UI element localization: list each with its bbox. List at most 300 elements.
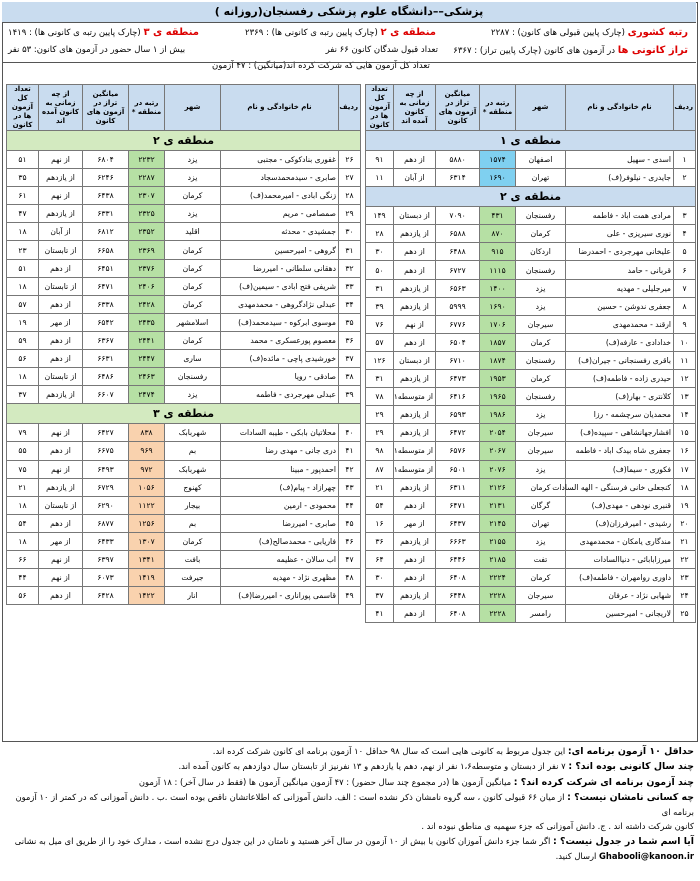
cell-city: بیجار <box>165 496 221 514</box>
cell-count: ۱۸ <box>7 532 39 550</box>
cell-taraz: ۵۹۹۹ <box>436 297 480 315</box>
cell-rank: ۲۲۸۷ <box>129 169 165 187</box>
region3-info: منطقه ی ۳ (چارک پایین رتبه ی کانونی ها) : ۱۴۱۹ <box>8 27 199 38</box>
table-header-row <box>366 85 696 131</box>
cell-city: کهنوج <box>165 478 221 496</box>
email-link[interactable]: Ghabooli@kanoon.ir <box>599 851 694 862</box>
cell-row-number: ۹ <box>674 315 696 333</box>
cell-city: سیرجان <box>516 587 566 605</box>
cell-count: ۳۵ <box>7 169 39 187</box>
table-row <box>366 514 696 532</box>
column-header-rank: رتبه در منطقه * <box>480 85 516 131</box>
cell-since: از یازدهم <box>394 587 436 605</box>
cell-row-number: ۴۱ <box>339 442 361 460</box>
cell-rank: ۲۴۴۷ <box>129 350 165 368</box>
cell-row-number: ۲۳ <box>674 569 696 587</box>
cell-row-number: ۱۳ <box>674 388 696 406</box>
cell-taraz: ۶۴۲۸ <box>83 587 129 605</box>
table-row <box>366 333 696 351</box>
cell-taraz: ۶۷۲۷ <box>436 261 480 279</box>
cell-rank: ۱۶۹۰ <box>480 297 516 315</box>
taraz-info: تراز کانونی ها در آزمون های کانون (چارک پایین تراز) : ۶۳۶۷ <box>453 45 688 56</box>
cell-count: ۱۸ <box>7 496 39 514</box>
cell-since: از یازدهم <box>394 424 436 442</box>
cell-since: از متوسطه۱ <box>394 460 436 478</box>
cell-since: از یازدهم <box>394 532 436 550</box>
cell-row-number: ۳۵ <box>339 313 361 331</box>
cell-rank: ۱۸۵۷ <box>480 333 516 351</box>
table-row <box>7 151 361 169</box>
cell-city: رفسنجان <box>516 351 566 369</box>
cell-taraz: ۶۵۹۳ <box>436 406 480 424</box>
cell-count: ۵۱ <box>7 151 39 169</box>
cell-taraz: ۶۴۵۱ <box>83 259 129 277</box>
cell-count: ۱۴۹ <box>366 207 394 225</box>
cell-since: از دهم <box>394 333 436 351</box>
cell-name: فاریابی - محمدصالح(ف) <box>221 532 339 550</box>
cell-row-number: ۲۲ <box>674 550 696 568</box>
cell-count: ۴۱ <box>366 605 394 623</box>
cell-rank: ۲۰۵۴ <box>480 424 516 442</box>
table-row <box>7 478 361 496</box>
cell-name: صابری - سیدمحمدسجاد <box>221 169 339 187</box>
divider <box>2 62 696 63</box>
cell-name: زنگی ابادی - امیرمحمد(ف) <box>221 187 339 205</box>
cell-since: از مهر <box>39 313 83 331</box>
cell-city: یزد <box>165 151 221 169</box>
cell-taraz: ۶۴۹۳ <box>83 460 129 478</box>
cell-row-number: ۳۸ <box>339 368 361 386</box>
cell-since: از یازدهم <box>394 279 436 297</box>
notes-section <box>6 744 694 863</box>
cell-since: از تابستان <box>39 277 83 295</box>
region-label: منطقه ی ۲ <box>7 131 361 151</box>
table-row <box>7 496 361 514</box>
table-row <box>7 187 361 205</box>
cell-since: از تابستان <box>39 496 83 514</box>
cell-row-number: ۴۰ <box>339 424 361 442</box>
cell-rank: ۲۰۶۷ <box>480 442 516 460</box>
cell-name: شهابی نژاد - عرفان <box>566 587 674 605</box>
cell-rank: ۹۷۲ <box>129 460 165 478</box>
cell-row-number: ۴۸ <box>339 569 361 587</box>
cell-row-number: ۱۷ <box>674 460 696 478</box>
cell-name: قنبری نودهی - مهدی(ف) <box>566 496 674 514</box>
cell-rank: ۱۹۶۵ <box>480 388 516 406</box>
cell-row-number: ۳۳ <box>339 277 361 295</box>
cell-rank: ۸۷۰ <box>480 225 516 243</box>
cell-count: ۲۳ <box>7 241 39 259</box>
cell-city: رفسنجان <box>516 207 566 225</box>
cell-taraz: ۶۳۱۴ <box>436 169 480 187</box>
cell-taraz: ۶۵۴۲ <box>83 313 129 331</box>
cell-city: رفسنجان <box>516 388 566 406</box>
cell-name: جعفری شاه بیدک اباد - فاطمه <box>566 442 674 460</box>
cell-city: تهران <box>516 514 566 532</box>
cell-name: صادقی - رویا <box>221 368 339 386</box>
cell-rank: ۲۲۲۸ <box>480 605 516 623</box>
note-not-listed: آیا اسم شما در جدول نیست؟ : اگر شما جزء دانش آموزان کانون با بیش از ۱۰ آزمون در سال آخر هستید و نامتان در این جدول درج نشده است ، مدارک خود را از طریق ای میل به نشانی <box>14 835 694 847</box>
cell-name: صمصامی - مریم <box>221 205 339 223</box>
cell-city: یزد <box>165 205 221 223</box>
cell-count: ۳۷ <box>366 587 394 605</box>
cell-rank: ۲۴۷۴ <box>129 386 165 404</box>
cell-count: ۳۱ <box>366 279 394 297</box>
cell-name: صابری - امیررضا <box>221 514 339 532</box>
table-row <box>366 605 696 623</box>
cell-rank: ۱۵۷۴ <box>480 151 516 169</box>
cell-city: کرمان <box>165 277 221 295</box>
cell-taraz: ۶۴۱۶ <box>436 388 480 406</box>
region-header-row <box>366 131 696 151</box>
cell-city: انار <box>165 587 221 605</box>
cell-name: مندگاری یامکان - محمدمهدی <box>566 532 674 550</box>
cell-count: ۷۸ <box>366 388 394 406</box>
cell-taraz: ۶۴۷۱ <box>83 277 129 295</box>
cell-row-number: ۷ <box>674 279 696 297</box>
cell-count: ۳۰ <box>366 243 394 261</box>
cell-row-number: ۳۴ <box>339 295 361 313</box>
cell-city: سیرجان <box>516 424 566 442</box>
cell-count: ۴۷ <box>7 205 39 223</box>
cell-since: از یازدهم <box>39 205 83 223</box>
cell-since: از نهم <box>39 569 83 587</box>
cell-city: بافت <box>165 550 221 568</box>
cell-taraz: ۶۳۳۸ <box>83 295 129 313</box>
note-missing-cont: کانون شرکت داشته اند . ج. دانش آموزانی که جزء سهمیه ی مناطق نبوده اند . <box>421 821 694 832</box>
cell-name: مظهری نژاد - مهدیه <box>221 569 339 587</box>
cell-since: از دهم <box>394 261 436 279</box>
cell-city: اردکان <box>516 243 566 261</box>
cell-since: از دهم <box>39 331 83 349</box>
cell-row-number: ۱۲ <box>674 370 696 388</box>
table-row <box>366 151 696 169</box>
cell-rank: ۲۳۷۶ <box>129 259 165 277</box>
table-row <box>366 587 696 605</box>
table-row <box>7 587 361 605</box>
cell-taraz: ۶۴۴۸ <box>436 587 480 605</box>
cell-name: کنجعلی خانی فرسنگی - الهه السادات <box>566 478 674 496</box>
cell-row-number: ۱ <box>674 151 696 169</box>
cell-row-number: ۱۴ <box>674 406 696 424</box>
cell-taraz: ۶۴۷۱ <box>436 496 480 514</box>
cell-row-number: ۳۹ <box>339 386 361 404</box>
table-row <box>7 368 361 386</box>
cell-city: جیرفت <box>165 569 221 587</box>
cell-rank: ۱۴۰۰ <box>480 279 516 297</box>
cell-since: از دهم <box>39 295 83 313</box>
table-row <box>366 225 696 243</box>
cell-city: کرمان <box>165 295 221 313</box>
cell-city: یزد <box>516 460 566 478</box>
cell-since: از آبان <box>394 169 436 187</box>
cell-count: ۸۷ <box>366 460 394 478</box>
table-row <box>366 532 696 550</box>
cell-row-number: ۲۷ <box>339 169 361 187</box>
cell-row-number: ۳۲ <box>339 259 361 277</box>
cell-row-number: ۱۱ <box>674 351 696 369</box>
cell-count: ۲۹ <box>366 424 394 442</box>
cell-count: ۱۸ <box>7 223 39 241</box>
cell-name: میرجلیلی - مهدیه <box>566 279 674 297</box>
cell-count: ۲۱ <box>7 478 39 496</box>
cell-name: احمدپور - مبینا <box>221 460 339 478</box>
cell-taraz: ۶۴۳۳ <box>83 532 129 550</box>
cell-count: ۳۶ <box>366 532 394 550</box>
cell-count: ۲۹ <box>366 406 394 424</box>
cell-taraz: ۶۴۳۷ <box>436 514 480 532</box>
cell-rank: ۱۳۰۷ <box>129 532 165 550</box>
cell-taraz: ۶۵۰۴ <box>436 333 480 351</box>
cell-since: از متوسطه۱ <box>394 388 436 406</box>
cell-rank: ۲۱۳۱ <box>480 496 516 514</box>
cell-rank: ۲۲۳۲ <box>129 151 165 169</box>
cell-name: علیخانی مهرجردی - احمدرضا <box>566 243 674 261</box>
cell-row-number: ۲۱ <box>674 532 696 550</box>
cell-taraz: ۶۲۴۶ <box>83 169 129 187</box>
cell-city: کرمان <box>165 331 221 349</box>
cell-name: میرزابابائی - دنیاالسادات <box>566 550 674 568</box>
cell-name: دهقانی سلطانی - امیررضا <box>221 259 339 277</box>
cell-since: از یازدهم <box>39 386 83 404</box>
cell-rank: ۲۳۶۹ <box>129 241 165 259</box>
column-header-city: شهر <box>516 85 566 131</box>
cell-since: از یازدهم <box>394 225 436 243</box>
cell-rank: ۲۴۴۱ <box>129 331 165 349</box>
region-header-row <box>7 131 361 151</box>
cell-row-number: ۲۴ <box>674 587 696 605</box>
cell-row-number: ۴۵ <box>339 514 361 532</box>
cell-name: اب سالان - عظیمه <box>221 550 339 568</box>
cell-count: ۷۵ <box>7 460 39 478</box>
cell-since: از نهم <box>394 315 436 333</box>
cell-taraz: ۶۷۲۹ <box>83 478 129 496</box>
cell-name: نوری سیریزی - علی <box>566 225 674 243</box>
cell-count: ۱۶ <box>366 514 394 532</box>
cell-name: اسدی - سهیل <box>566 151 674 169</box>
note-missing: چه کسانی نامشان نیست؟ : از میان ۶۶ قبولی کانون ، سه گروه نامشان ذکر نشده است : الف. دانش آموزانی که اطلاعاتشان ناقص بوده است .ب . دانش آموزانی که در کمتر از ۱۰ آزمون برنامه ای <box>15 791 694 818</box>
cell-rank: ۲۲۲۸ <box>480 587 516 605</box>
cell-rank: ۲۲۲۴ <box>480 569 516 587</box>
region-label: منطقه ی ۳ <box>7 404 361 424</box>
cell-taraz: ۶۵۷۶ <box>436 442 480 460</box>
cell-rank: ۹۶۹ <box>129 442 165 460</box>
column-header-since: از چه زمانی به کانون آمده اند <box>394 85 436 131</box>
cell-city: یزد <box>165 386 221 404</box>
cell-city: تفت <box>516 550 566 568</box>
cell-count: ۳۰ <box>366 569 394 587</box>
cell-since: از نهم <box>39 151 83 169</box>
cell-row-number: ۱۸ <box>674 478 696 496</box>
cell-rank: ۲۴۰۶ <box>129 277 165 295</box>
table-row <box>366 406 696 424</box>
cell-rank: ۱۸۷۴ <box>480 351 516 369</box>
table-row <box>366 297 696 315</box>
cell-taraz: ۶۴۲۷ <box>83 424 129 442</box>
results-table-left <box>6 84 361 605</box>
cell-row-number: ۱۰ <box>674 333 696 351</box>
cell-city: یزد <box>516 297 566 315</box>
region2-info: منطقه ی ۲ (چارک پایین رتبه ی کانونی ها) : ۲۳۶۹ <box>245 27 436 38</box>
table-row <box>7 331 361 349</box>
table-row <box>366 261 696 279</box>
table-row <box>7 460 361 478</box>
cell-count: ۱۹ <box>7 313 39 331</box>
cell-count: ۳۷ <box>7 386 39 404</box>
cell-row-number: ۴۹ <box>339 587 361 605</box>
cell-city: کرمان <box>516 478 566 496</box>
note-email-line: Ghabooli@kanoon.ir ارسال کنید. <box>555 851 694 862</box>
cell-count: ۶۶ <box>7 550 39 568</box>
table-row <box>366 243 696 261</box>
cell-taraz: ۵۸۸۰ <box>436 151 480 169</box>
cell-taraz: ۶۶۶۳ <box>436 532 480 550</box>
cell-rank: ۱۰۵۶ <box>129 478 165 496</box>
cell-city: کرمان <box>165 187 221 205</box>
cell-rank: ۲۱۸۵ <box>480 550 516 568</box>
cell-since: از یازدهم <box>39 169 83 187</box>
cell-taraz: ۶۵۰۱ <box>436 460 480 478</box>
cell-taraz: ۶۴۷۲ <box>436 424 480 442</box>
cell-name: قربانی - حامد <box>566 261 674 279</box>
cell-count: ۱۱ <box>366 169 394 187</box>
cell-count: ۴۴ <box>7 569 39 587</box>
region-header-row <box>7 404 361 424</box>
table-row <box>366 388 696 406</box>
cell-count: ۱۲۶ <box>366 351 394 369</box>
cell-taraz: ۶۴۸۶ <box>83 368 129 386</box>
table-row <box>7 223 361 241</box>
cell-since: از یازدهم <box>394 478 436 496</box>
table-row <box>366 315 696 333</box>
rank-national: رتبه کشوری (چارک پایین قبولی های کانون) : ۲۲۸۷ <box>491 27 688 38</box>
cell-city: رفسنجان <box>516 261 566 279</box>
column-header-count: تعداد کل آزمون ها در کانون <box>7 85 39 131</box>
cell-since: از یازدهم <box>394 370 436 388</box>
cell-city: بم <box>165 514 221 532</box>
cell-count: ۵۴ <box>366 496 394 514</box>
cell-name: لاریجانی - امیرحسین <box>566 605 674 623</box>
cell-city: بم <box>165 442 221 460</box>
cell-rank: ۱۹۵۳ <box>480 370 516 388</box>
cell-taraz: ۶۷۱۰ <box>436 351 480 369</box>
cell-name: موسوی ابرکوه - سیدمحمد(ف) <box>221 313 339 331</box>
table-row <box>366 478 696 496</box>
cell-name: عبدلی مهرجردی - فاطمه <box>221 386 339 404</box>
cell-since: از یازدهم <box>39 478 83 496</box>
cell-name: کلانتری - بهار(ف) <box>566 388 674 406</box>
cell-rank: ۲۳۵۲ <box>129 223 165 241</box>
cell-row-number: ۴۷ <box>339 550 361 568</box>
cell-taraz: ۶۶۰۷ <box>83 386 129 404</box>
column-header-row: ردیف <box>674 85 696 131</box>
table-row <box>7 350 361 368</box>
cell-taraz: ۶۷۷۶ <box>436 315 480 333</box>
column-header-row: ردیف <box>339 85 361 131</box>
cell-since: از مهر <box>39 532 83 550</box>
table-row <box>366 169 696 187</box>
cell-row-number: ۲۹ <box>339 205 361 223</box>
cell-name: معصوم پورعسکری - محمد <box>221 331 339 349</box>
table-row <box>7 169 361 187</box>
cell-count: ۲۱ <box>366 478 394 496</box>
cell-rank: ۲۱۲۶ <box>480 478 516 496</box>
cell-city: کرمان <box>516 225 566 243</box>
cell-count: ۳۱ <box>366 370 394 388</box>
table-row <box>7 259 361 277</box>
cell-rank: ۹۱۵ <box>480 243 516 261</box>
cell-city: کرمان <box>516 370 566 388</box>
cell-name: قاسمی پوراناری - امیررضا(ف) <box>221 587 339 605</box>
cell-row-number: ۳۰ <box>339 223 361 241</box>
cell-row-number: ۲ <box>674 169 696 187</box>
cell-row-number: ۳۷ <box>339 350 361 368</box>
avg-exams: تعداد کل آزمون هایی که شرکت کرده اند(میانگین) : ۴۷ آزمون <box>212 61 430 71</box>
cell-city: ساری <box>165 350 221 368</box>
cell-city: یزد <box>516 279 566 297</box>
cell-rank: ۲۳۰۷ <box>129 187 165 205</box>
cell-row-number: ۲۸ <box>339 187 361 205</box>
cell-taraz: ۶۴۰۸ <box>436 569 480 587</box>
cell-since: از آبان <box>39 223 83 241</box>
cell-count: ۵۱ <box>7 259 39 277</box>
cell-taraz: ۶۵۸۸ <box>436 225 480 243</box>
table-row <box>366 460 696 478</box>
cell-rank: ۱۲۵۶ <box>129 514 165 532</box>
cell-name: محمدیان سرچشمه - رزا <box>566 406 674 424</box>
cell-city: گرگان <box>516 496 566 514</box>
cell-taraz: ۶۴۳۸ <box>83 187 129 205</box>
cell-name: عبدلی نژادگروهی - محمدمهدی <box>221 295 339 313</box>
region-label: منطقه ی ۲ <box>366 187 696 207</box>
cell-count: ۵۹ <box>7 331 39 349</box>
note-exam-count: چند آزمون برنامه ای شرکت کرده اند؟ : میانگین آزمون ها (در مجموع چند سال حضور) : ۴۷ آزمون میانگین آزمون ها (فقط در سال آخر) : ۱۸ آزمون <box>138 776 694 788</box>
cell-since: از مهر <box>394 514 436 532</box>
cell-since: از دهم <box>39 514 83 532</box>
cell-name: شریفی فتح ابادی - سیمین(ف) <box>221 277 339 295</box>
table-row <box>7 442 361 460</box>
cell-name: گروهی - امیرحسین <box>221 241 339 259</box>
cell-row-number: ۲۶ <box>339 151 361 169</box>
cell-rank: ۱۳۴۱ <box>129 550 165 568</box>
table-row <box>366 442 696 460</box>
cell-count: ۶۴ <box>366 550 394 568</box>
cell-since: از یازدهم <box>394 406 436 424</box>
cell-count: ۲۸ <box>366 225 394 243</box>
cell-rank: ۲۰۷۶ <box>480 460 516 478</box>
cell-row-number: ۶ <box>674 261 696 279</box>
cell-since: از دهم <box>39 442 83 460</box>
cell-since: از دهم <box>39 259 83 277</box>
cell-name: جایدری - نیلوفر(ف) <box>566 169 674 187</box>
table-row <box>7 313 361 331</box>
cell-row-number: ۵ <box>674 243 696 261</box>
cell-city: اقلید <box>165 223 221 241</box>
divider <box>2 22 696 23</box>
cell-count: ۵۶ <box>7 587 39 605</box>
cell-name: غفوری بنادکوکی - مجتبی <box>221 151 339 169</box>
cell-since: از دبستان <box>394 351 436 369</box>
cell-row-number: ۱۵ <box>674 424 696 442</box>
cell-count: ۹۱ <box>366 151 394 169</box>
cell-count: ۷۶ <box>366 315 394 333</box>
region-header-row <box>366 187 696 207</box>
cell-count: ۹۸ <box>366 442 394 460</box>
column-header-name: نام خانوادگی و نام <box>566 85 674 131</box>
cell-row-number: ۴ <box>674 225 696 243</box>
table-row <box>366 351 696 369</box>
cell-name: حیدری زاده - فاطمه(ف) <box>566 370 674 388</box>
